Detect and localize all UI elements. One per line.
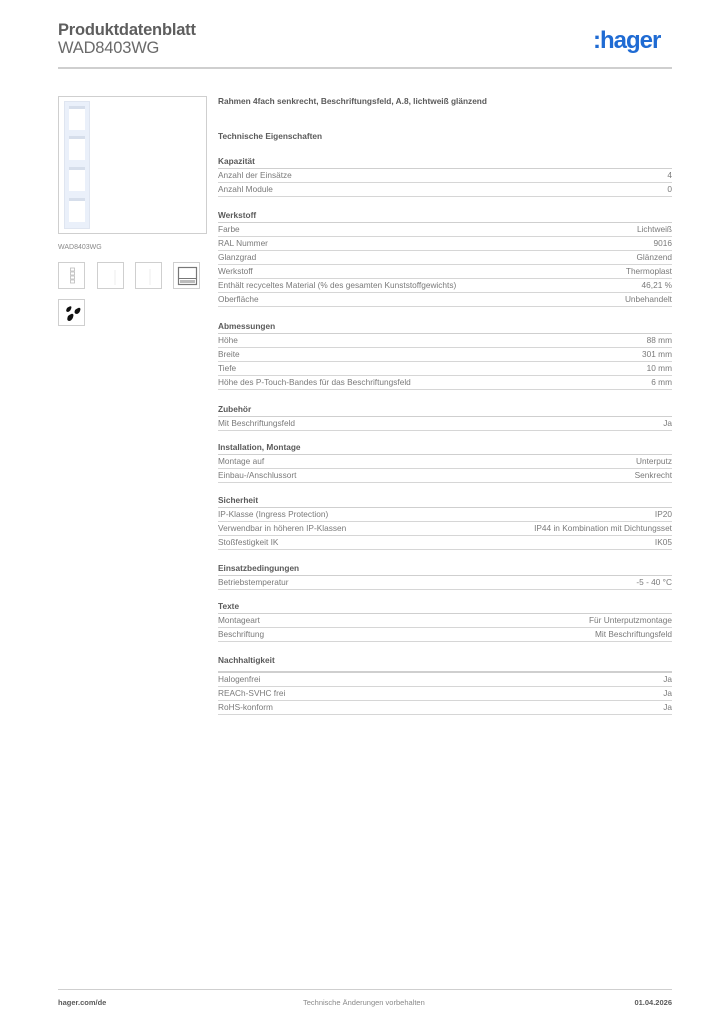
table-row: [218, 536, 672, 550]
table-row: [218, 376, 672, 390]
section-title: Texte: [218, 600, 672, 614]
row-label: Verwendbar in höheren IP-Klassen: [218, 523, 347, 533]
row-value: 46,21 %: [641, 280, 672, 290]
row-value: Unbehandelt: [624, 294, 672, 304]
row-value: 10 mm: [646, 363, 672, 373]
table-row: [218, 348, 672, 362]
row-value: 6 mm: [651, 377, 672, 387]
frame-slot: [69, 198, 85, 222]
section-sicherheit: [218, 494, 672, 550]
row-label: RAL Nummer: [218, 238, 268, 248]
row-value: 9016: [653, 238, 672, 248]
row-label: Beschriftung: [218, 629, 265, 639]
table-row: [218, 362, 672, 376]
row-value: 88 mm: [646, 335, 672, 345]
table-row: [218, 237, 672, 251]
row-value: Lichtweiß: [636, 224, 672, 234]
row-value: 301 mm: [642, 349, 672, 359]
row-label: IP-Klasse (Ingress Protection): [218, 509, 329, 519]
row-value: -5 - 40 °C: [636, 577, 672, 587]
page-title: Produktdatenblatt: [58, 21, 196, 39]
table-row: [218, 417, 672, 431]
table-row: [218, 508, 672, 522]
section-einsatzbedingungen: [218, 562, 672, 590]
row-label: Stoßfestigkeit IK: [218, 537, 279, 547]
row-label: Höhe des P-Touch-Bandes für das Beschriftungsfeld: [218, 377, 411, 387]
row-label: Farbe: [218, 224, 240, 234]
row-value: Unterputz: [636, 456, 672, 466]
row-label: Werkstoff: [218, 266, 253, 276]
frame-outline-icon: [97, 262, 124, 289]
row-value: 0: [667, 184, 672, 194]
row-label: REACh-SVHC frei: [218, 688, 286, 698]
image-caption: WAD8403WG: [58, 244, 102, 251]
row-label: Enthält recyceltes Material (% des gesamten Kunststoffgewichts): [218, 280, 457, 290]
water-drops-icon: [58, 299, 85, 326]
section-kapazitaet: [218, 155, 672, 197]
table-row: [218, 334, 672, 348]
section-title: Werkstoff: [218, 209, 672, 223]
row-value: IP44 in Kombination mit Dichtungsset: [534, 523, 672, 533]
header-divider: [58, 67, 672, 69]
table-row: [218, 673, 672, 687]
frame-divider-icon: [135, 262, 162, 289]
row-value: 4: [667, 170, 672, 180]
table-row: [218, 701, 672, 715]
row-label: Montage auf: [218, 456, 265, 466]
table-row: [218, 169, 672, 183]
table-row: [218, 251, 672, 265]
section-title: Zubehör: [218, 403, 672, 417]
row-label: Tiefe: [218, 363, 237, 373]
row-label: Anzahl der Einsätze: [218, 170, 292, 180]
row-value: Für Unterputzmontage: [588, 615, 672, 625]
table-row: [218, 293, 672, 307]
row-label: RoHS-konform: [218, 702, 273, 712]
row-value: Mit Beschriftungsfeld: [594, 629, 672, 639]
table-row: [218, 265, 672, 279]
product-image: [58, 96, 207, 234]
section-title: Nachhaltigkeit: [218, 654, 672, 673]
table-row: [218, 279, 672, 293]
row-value: Ja: [663, 674, 672, 684]
section-title: Kapazität: [218, 155, 672, 169]
section-title: Installation, Montage: [218, 441, 672, 455]
table-row: [218, 614, 672, 628]
product-code: WAD8403WG: [58, 39, 160, 57]
section-abmessungen: [218, 320, 672, 390]
section-title: Sicherheit: [218, 494, 672, 508]
table-row: [218, 223, 672, 237]
frame-illustration: [64, 101, 90, 229]
row-value: IK05: [654, 537, 672, 547]
row-label: Höhe: [218, 335, 238, 345]
row-value: Ja: [663, 702, 672, 712]
row-label: Betriebstemperatur: [218, 577, 289, 587]
footer-notice: Technische Änderungen vorbehalten: [303, 998, 425, 1007]
table-row: [218, 522, 672, 536]
footer-website: hager.com/de: [58, 998, 107, 1007]
tech-properties-heading: Technische Eigenschaften: [218, 131, 323, 141]
vertical-frame-4fold-icon: [58, 262, 85, 289]
row-label: Einbau-/Anschlussort: [218, 470, 297, 480]
section-installation: [218, 441, 672, 483]
row-value: IP20: [654, 509, 672, 519]
product-description: Rahmen 4fach senkrecht, Beschriftungsfeld, A.8, lichtweiß glänzend: [218, 96, 487, 106]
table-row: [218, 687, 672, 701]
table-row: [218, 183, 672, 197]
section-nachhaltigkeit: [218, 654, 672, 715]
footer-divider: [58, 989, 672, 990]
section-texte: [218, 600, 672, 642]
row-value: Ja: [663, 418, 672, 428]
section-zubehoer: [218, 403, 672, 431]
row-value: Senkrecht: [634, 470, 672, 480]
table-row: [218, 469, 672, 483]
table-row: [218, 576, 672, 590]
section-werkstoff: [218, 209, 672, 307]
row-label: Glanzgrad: [218, 252, 257, 262]
hager-logo: :hager: [593, 27, 661, 54]
frame-slot: [69, 106, 85, 130]
row-label: Oberfläche: [218, 294, 259, 304]
table-row: [218, 628, 672, 642]
frame-slot: [69, 167, 85, 191]
section-title: Abmessungen: [218, 320, 672, 334]
row-label: Anzahl Module: [218, 184, 273, 194]
frame-slot: [69, 136, 85, 160]
row-label: Breite: [218, 349, 240, 359]
row-value: Glänzend: [636, 252, 672, 262]
table-row: [218, 455, 672, 469]
label-field-icon: [173, 262, 200, 289]
row-value: Thermoplast: [625, 266, 672, 276]
row-label: Mit Beschriftungsfeld: [218, 418, 296, 428]
row-label: Montageart: [218, 615, 260, 625]
row-value: Ja: [663, 688, 672, 698]
footer-date: 01.04.2026: [634, 998, 672, 1007]
row-label: Halogenfrei: [218, 674, 261, 684]
section-title: Einsatzbedingungen: [218, 562, 672, 576]
